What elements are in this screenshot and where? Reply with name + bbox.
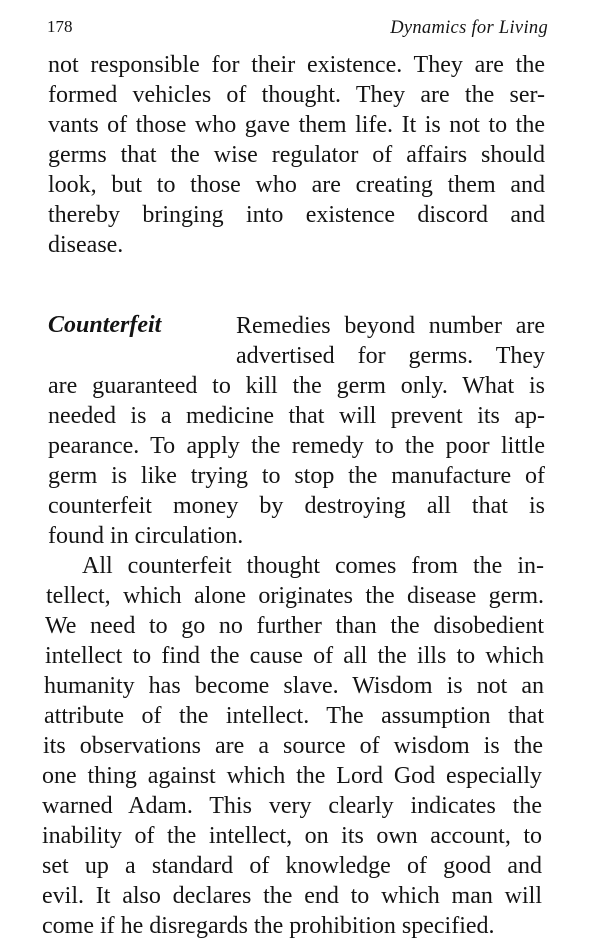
- text-line: pearance. To apply the remedy to the poor little: [48, 433, 545, 459]
- text-line: Remedies beyond number are: [236, 313, 545, 339]
- text-line: found in circulation.: [48, 523, 244, 549]
- text-line: vants of those who gave them life. It is not to the: [48, 112, 545, 138]
- text-line: evil. It also declares the end to which man will: [42, 883, 542, 909]
- side-heading: Counterfeit: [48, 312, 162, 338]
- text-line: advertised for germs. They: [236, 343, 545, 369]
- text-line: one thing against which the Lord God especially: [42, 763, 542, 789]
- text-line: tellect, which alone originates the disease germ.: [46, 583, 544, 609]
- text-line: germs that the wise regulator of affairs should: [48, 142, 545, 168]
- text-line: formed vehicles of thought. They are the ser-: [48, 82, 545, 108]
- running-title: Dynamics for Living: [390, 18, 548, 38]
- running-head: [47, 14, 548, 40]
- text-line: intellect to find the cause of all the ills to which: [45, 643, 544, 669]
- text-line: come if he disregards the prohibition specified.: [42, 913, 495, 939]
- text-line: disease.: [48, 232, 124, 258]
- text-line: We need to go no further than the disobedient: [45, 613, 544, 639]
- text-line: inability of the intellect, on its own account, to: [42, 823, 542, 849]
- text-line: thereby bringing into existence discord and: [48, 202, 545, 228]
- text-line: needed is a medicine that will prevent its ap-: [48, 403, 545, 429]
- page-number: 178: [47, 17, 73, 36]
- text-line: humanity has become slave. Wisdom is not an: [44, 673, 544, 699]
- text-line: attribute of the intellect. The assumption that: [44, 703, 544, 729]
- text-line: not responsible for their existence. They are the: [48, 52, 545, 78]
- text-line: its observations are a source of wisdom is the: [43, 733, 543, 759]
- text-line: look, but to those who are creating them and: [48, 172, 545, 198]
- text-line: All counterfeit thought comes from the in-: [82, 553, 544, 579]
- text-line: germ is like trying to stop the manufacture of: [48, 463, 545, 489]
- text-line: are guaranteed to kill the germ only. What is: [48, 373, 545, 399]
- text-line: warned Adam. This very clearly indicates the: [42, 793, 542, 819]
- text-line: counterfeit money by destroying all that is: [48, 493, 545, 519]
- text-line: set up a standard of knowledge of good and: [42, 853, 542, 879]
